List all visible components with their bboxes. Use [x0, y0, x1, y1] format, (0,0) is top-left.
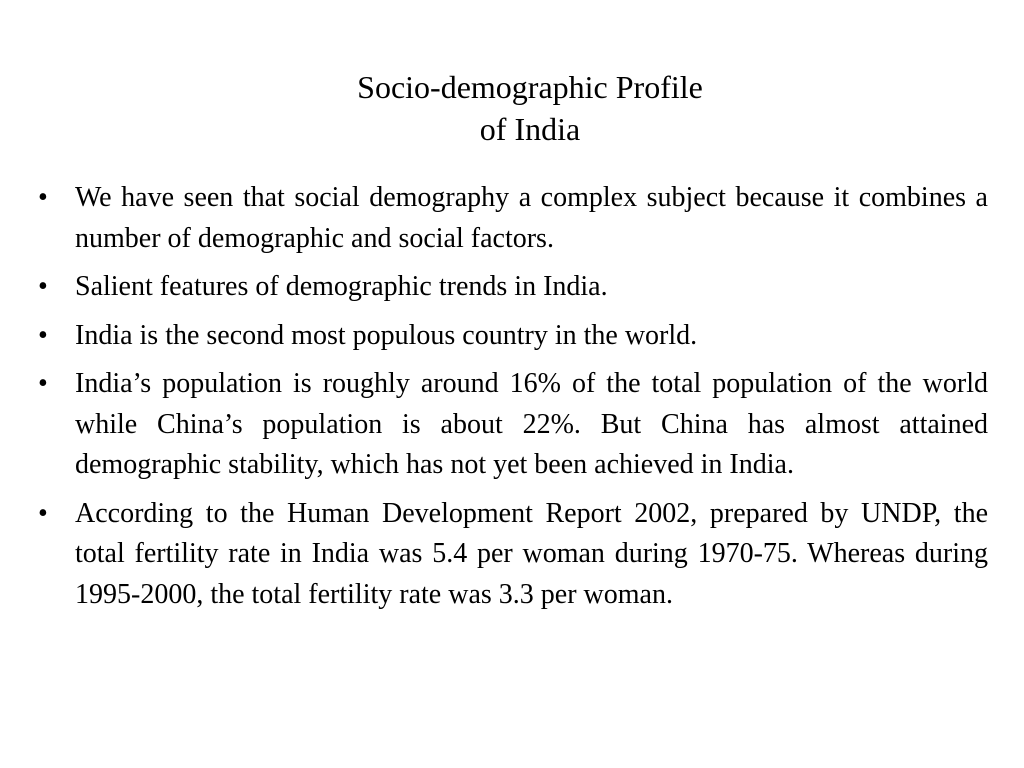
bullet-item — [38, 316, 988, 357]
bullet-icon: • — [38, 368, 48, 399]
bullet-text: Salient features of demographic trends in India. — [75, 271, 608, 302]
slide-title — [230, 66, 830, 150]
bullet-item — [38, 267, 988, 308]
bullet-item — [38, 494, 988, 616]
bullet-text: India’s population is roughly around 16% of the total population of the world while China’s population is about 22%. But China has almost attained demographic stability, which has not yet been achieved in India. — [75, 368, 988, 480]
bullet-text: According to the Human Development Report 2002, prepared by UNDP, the total fertility rate in India was 5.4 per woman during 1970-75. Whereas during 1995-2000, the total fertility rate was 3.3 per woman. — [75, 497, 988, 610]
bullet-icon: • — [38, 182, 48, 213]
title-line-2: of India — [479, 111, 581, 147]
bullet-text: India is the second most populous country in the world. — [75, 319, 698, 351]
bullet-icon: • — [38, 497, 48, 529]
bullet-list — [38, 178, 988, 623]
bullet-icon: • — [38, 271, 48, 302]
bullet-item — [38, 364, 988, 486]
title-line-1: Socio-demographic Profile — [357, 69, 703, 105]
bullet-icon: • — [38, 319, 48, 351]
bullet-text: We have seen that social demography a complex subject because it combines a number of demographic and social factors. — [75, 182, 988, 254]
bullet-item — [38, 178, 988, 259]
